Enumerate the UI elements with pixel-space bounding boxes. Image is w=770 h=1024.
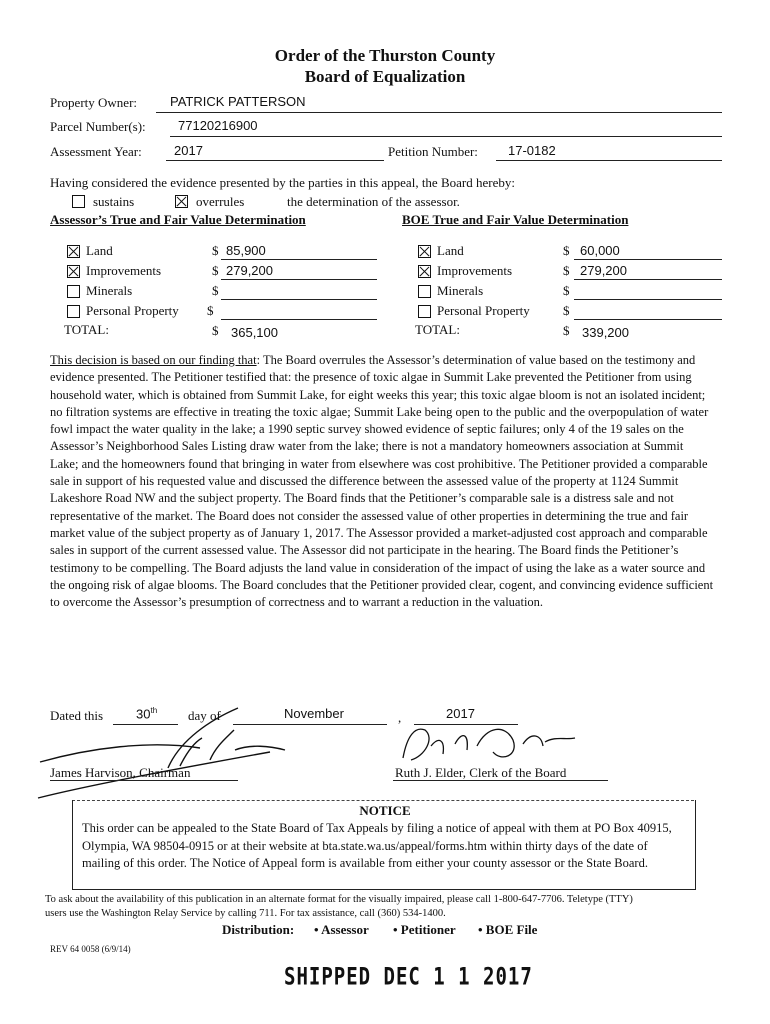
overrules-checkbox[interactable]: [175, 195, 188, 208]
assessor-improvements-label: Improvements: [86, 263, 162, 278]
dollar-sign: $: [212, 263, 219, 278]
assessor-improvements-checkbox[interactable]: [67, 265, 80, 278]
assessor-personal-property-line: [221, 319, 377, 320]
page-title-line2: Board of Equalization: [304, 67, 466, 86]
day-of-label: day of: [188, 708, 221, 723]
boe-total-label: TOTAL:: [415, 322, 460, 337]
decision-lead: This decision is based on our finding that: [50, 353, 257, 367]
assessor-improvements-line: [221, 279, 377, 280]
ruling-intro: Having considered the evidence presented by the parties in this appeal, the Board hereby:: [50, 175, 515, 190]
boe-improvements-label: Improvements: [437, 263, 513, 278]
shipped-stamp: SHIPPED DEC 1 1 2017: [284, 963, 533, 991]
assessor-personal-property-checkbox[interactable]: [67, 305, 80, 318]
dated-month: November: [284, 706, 344, 721]
assessor-land-checkbox[interactable]: [67, 245, 80, 258]
boe-heading: BOE True and Fair Value Determination: [402, 212, 629, 227]
clerk-signature: [395, 716, 595, 772]
boe-total-value: 339,200: [582, 325, 629, 340]
dated-comma: ,: [398, 710, 402, 725]
year-label: Assessment Year:: [50, 144, 142, 159]
notice-heading: NOTICE: [359, 803, 411, 818]
form-id: REV 64 0058 (6/9/14): [50, 944, 131, 954]
dollar-sign: $: [212, 243, 219, 258]
boe-land-line: [574, 259, 722, 260]
sustains-label: sustains: [93, 194, 135, 209]
assessor-total-label: TOTAL:: [64, 322, 109, 337]
year-value: 2017: [174, 143, 203, 158]
chairman-signature: [30, 690, 330, 800]
boe-personal-property-line: [574, 319, 722, 320]
assessor-heading: Assessor’s True and Fair Value Determination: [50, 212, 306, 227]
distribution-petitioner: • Petitioner: [393, 922, 456, 937]
dollar-sign: $: [563, 303, 570, 318]
boe-minerals-checkbox[interactable]: [418, 285, 431, 298]
assessor-land-value: 85,900: [226, 243, 266, 258]
chairman-name: James Harvison, Chairman: [50, 765, 191, 780]
distribution-boe-file: • BOE File: [478, 922, 538, 937]
boe-land-value: 60,000: [580, 243, 620, 258]
decision-text: [50, 352, 714, 611]
dollar-sign: $: [563, 263, 570, 278]
parcel-label: Parcel Number(s):: [50, 119, 146, 134]
clerk-name: Ruth J. Elder, Clerk of the Board: [395, 765, 567, 780]
boe-minerals-label: Minerals: [437, 283, 484, 298]
boe-land-label: Land: [437, 243, 464, 258]
dated-year: 2017: [446, 706, 475, 721]
dollar-sign: $: [563, 283, 570, 298]
parcel-value: 77120216900: [178, 118, 258, 133]
dollar-sign: $: [212, 323, 219, 338]
boe-personal-property-label: Personal Property: [437, 303, 530, 318]
owner-value: PATRICK PATTERSON: [170, 94, 306, 109]
assessor-land-label: Land: [86, 243, 113, 258]
boe-minerals-line: [574, 299, 722, 300]
owner-line: [156, 112, 722, 113]
parcel-line: [170, 136, 722, 137]
assessor-land-line: [221, 259, 377, 260]
boe-personal-property-checkbox[interactable]: [418, 305, 431, 318]
accessibility-text: To ask about the availability of this publication in an alternate format for the visually impaired, please call 1-800-647-7706. Teletype (TTY) users use the Washington Relay Service by calling 711. For tax assistance, call (360) 534-1400.: [45, 894, 633, 919]
day-suffix: th: [150, 706, 158, 715]
petition-line: [496, 160, 722, 161]
page-title-line1: Order of the Thurston County: [274, 46, 496, 65]
assessor-total-value: 365,100: [231, 325, 278, 340]
petition-label: Petition Number:: [388, 144, 478, 159]
assessor-minerals-line: [221, 299, 377, 300]
assessor-improvements-value: 279,200: [226, 263, 273, 278]
distribution-label: Distribution:: [222, 922, 295, 937]
dollar-sign: $: [207, 303, 214, 318]
assessor-personal-property-label: Personal Property: [86, 303, 179, 318]
dated-day: 30th: [136, 706, 158, 722]
boe-improvements-value: 279,200: [580, 263, 627, 278]
overrules-label: overrules: [196, 194, 245, 209]
boe-improvements-line: [574, 279, 722, 280]
dated-label: Dated this: [50, 708, 104, 723]
assessor-minerals-checkbox[interactable]: [67, 285, 80, 298]
dollar-sign: $: [563, 323, 570, 338]
boe-improvements-checkbox[interactable]: [418, 265, 431, 278]
dollar-sign: $: [212, 283, 219, 298]
distribution-assessor: • Assessor: [314, 922, 369, 937]
notice-text: This order can be appealed to the State Board of Tax Appeals by filing a notice of appeal with them at PO Box 40915, Olympia, WA 98504-0915 or at their website at bta.state.wa.us/appeal/forms.htm within thirty days of the date of mailing of this order. The Notice of Appeal form is available from either your county assessor or the State Board.: [82, 821, 672, 870]
owner-label: Property Owner:: [50, 95, 138, 110]
petition-value: 17-0182: [508, 143, 556, 158]
sustains-checkbox[interactable]: [72, 195, 85, 208]
boe-land-checkbox[interactable]: [418, 245, 431, 258]
assessor-minerals-label: Minerals: [86, 283, 133, 298]
dollar-sign: $: [563, 243, 570, 258]
decision-body: : The Board overrules the Assessor’s determination of value based on the testimony and evidence presented. The Petitioner testified that: the presence of toxic algae in Summit Lake prevented the Petitioner from using household water, which is obtained from Summit Lake, for eight weeks this year; this toxic algae bloom is not an isolated incident; no filtration systems are effective in treating the toxic algae; Summit Lake being open to the public and the overpopulation of water fowl impact the water quality in the lake; a 1990 septic survey showed evidence of septic failures; only 4 of the 19 sales on the Assessor’s Neighborhood Sales Listing draw water from the lake; there is not a mandatory homeowners association at Summit Lake; and the homeowners found that bringing in water from elsewhere was cost prohibitive. The Petitioner provided a comparable sale in support of his requested value and discussed the difference between the assessed value of the property at 1124 Summit Lakeshore Road NW and the subject property. The Board finds that the Petitioner’s comparable sale is a distress sale and not representative of the market. The Board does not consider the assessed value of other properties in determining the true and fair market value of the subject property as of January 1, 2017. The Assessor provided a market-adjusted cost approach and comparable sales in support of the current assessed value. The Assessor did not participate in the hearing. The Board finds the Petitioner’s testimony to be compelling. The Board adjusts the land value in consideration of the impact of using the lake as a water source and the ongoing risk of algae blooms. The Board concludes that the Petitioner provided clear, cogent, and convincing evidence sufficient to overcome the Assessor’s presumption of correctness and to warrant a reduction in the valuation.: [50, 353, 714, 610]
ruling-trailing: the determination of the assessor.: [287, 194, 460, 209]
year-line: [166, 160, 384, 161]
